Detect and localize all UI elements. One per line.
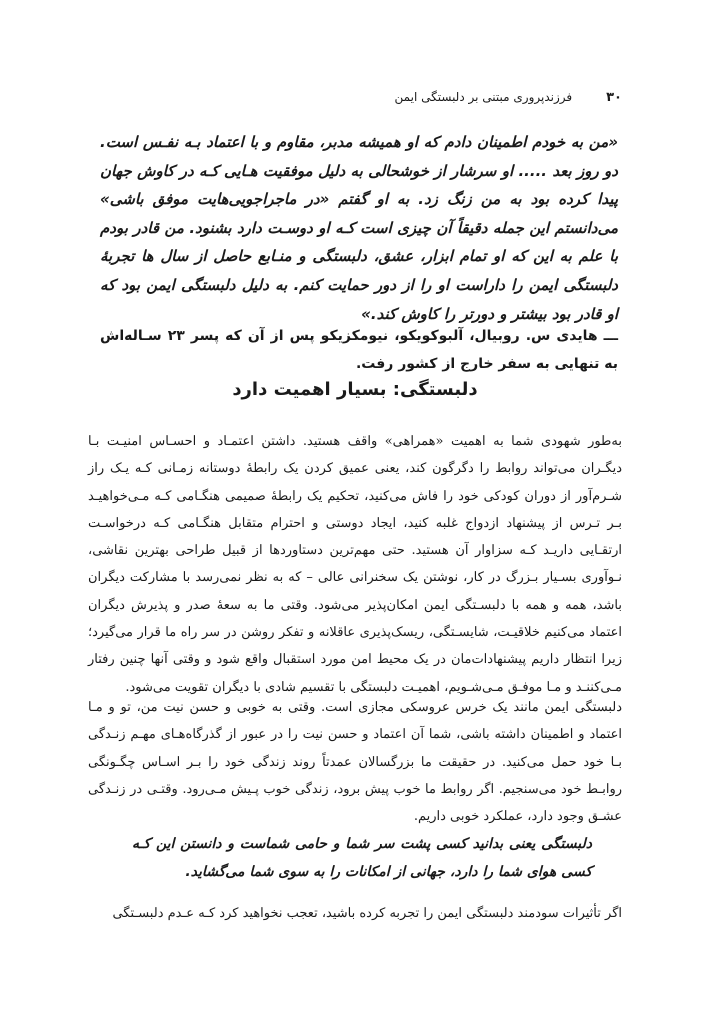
running-title: فرزندپروری مبتنی بر دلبستگی ایمن [394,90,573,104]
quote-attribution: ـــ هایدی س. روبیال، آلبوکویکو، نیومکزیکو پس از آن که پسر ۲۳ سـاله‌اش به تنهایی به سفر خارج از کشور رفت. [100,328,618,372]
body-paragraph-2: دلبستگی ایمن مانند یک خرس عروسکی مجازی است. وقتی به خوبی و حسن نیت من، تو و مـا اعتماد و اطمینان داشته باشی، شما آن اعتماد و حسن نیت را در عبور از گذرگاه‌هـای مهـم زنـدگی بـا خود حمل می‌کنید. در حقیقت ما بزرگسالان عمدتاً روند زندگی خود را بـر اسـاس چگـونگی روابـط خود می‌سنجیم. اگر روابط ما خوب پیش برود، زندگی خوب پـیش مـی‌رود. وقتـی در زنـدگی عشـق وجود دارد، عملکرد خوبی داریم. [88,700,622,825]
opening-quote: «من به خودم اطمینان دادم که او همیشه مدبر، مقاوم و با اعتماد بـه نفـس است. دو روز بعد ..... او سرشار از خوشحالی به دلیل موفقیت هـایی کـه در کاوش جهان پیدا کرده بود به من زنگ زد. به او گفتم «در ماجراجویی‌هایت موفق باشی» می‌دانستم این جمله دقیقاً آن چیزی است کـه او دوسـت دارد بشنود. من قادر بودم با علم به این که او تمام ابزار، عشق، دلبستگی و منـابع حاصل از سال ها تجربهٔ دلبستگی ایمن را داراست او را از دور حمایت کنم. به دلیل دلبستگی ایمن بود که او قادر بود بیشتر و دورتر را کاوش کند.» [100,133,618,323]
body-paragraph-1: به‌طور شهودی شما به اهمیت «همراهی» واقف هستید. داشتن اعتمـاد و احسـاس امنیـت بـا دیگـران می‌تواند روابط را دگرگون کند، یعنی عمیق کردن یک رابطهٔ دوستانه زمـانی کـه یـک راز شـرم‌آور از دوران کودکی خود را فاش می‌کنید، تحکیم یک رابطهٔ صمیمی هنگـامی کـه مـی‌خواهیـد بـر تـرس از پیشنهاد ازدواج غلبه کنید، ایجاد دوستی و احترام متقابل هنگـامی کـه درخواسـت ارتقـایی داریـد کـه سزاوار آن هستید. حتی مهم‌ترین دستاوردها از قبیل طراحی بهترین نقاشی، نـوآوری بسـیار بـزرگ در کار، نوشتن یک سخنرانی عالی – که به نظر نمی‌رسد با مشارکت دیگران باشد، همه و همه با دلبسـتگی ایمن امکان‌پذیر می‌شود. وقتی ما به سعهٔ صدر و پذیرش دیگران اعتماد می‌کنیم خلاقیـت، شایسـتگی، ریسک‌پذیری عاقلانه و تفکر روشن در سر راه ما قرار می‌گیرد؛ زیرا انتظار داریم پیشنهادات‌مان در یک محیط امن مورد استقبال واقع شود و وقتی آنها چنین رفتار مـی‌کننـد و مـا موفـق مـی‌شـویم، اهمیـت دلبستگی با تقسیم شادی با دیگران تقویت می‌شود. [88,434,622,695]
page-number: ۳۰ [606,90,622,105]
header-rule [88,113,622,114]
emphasis-callout: دلبستگی یعنی بدانید کسی پشت سر شما و حامی شماست و دانستن این کـه کسی هوای شما را دارد، جهانی از امکانات را به سوی شما می‌گشاید. [132,836,592,880]
section-heading: دلبستگی: بسیار اهمیت دارد [232,379,478,400]
page-header [130,90,622,110]
body-paragraph-3: اگر تأثیرات سودمند دلبستگی ایمن را تجربه کرده باشید، تعجب نخواهید کرد کـه عـدم دلبسـتگی [112,906,622,921]
